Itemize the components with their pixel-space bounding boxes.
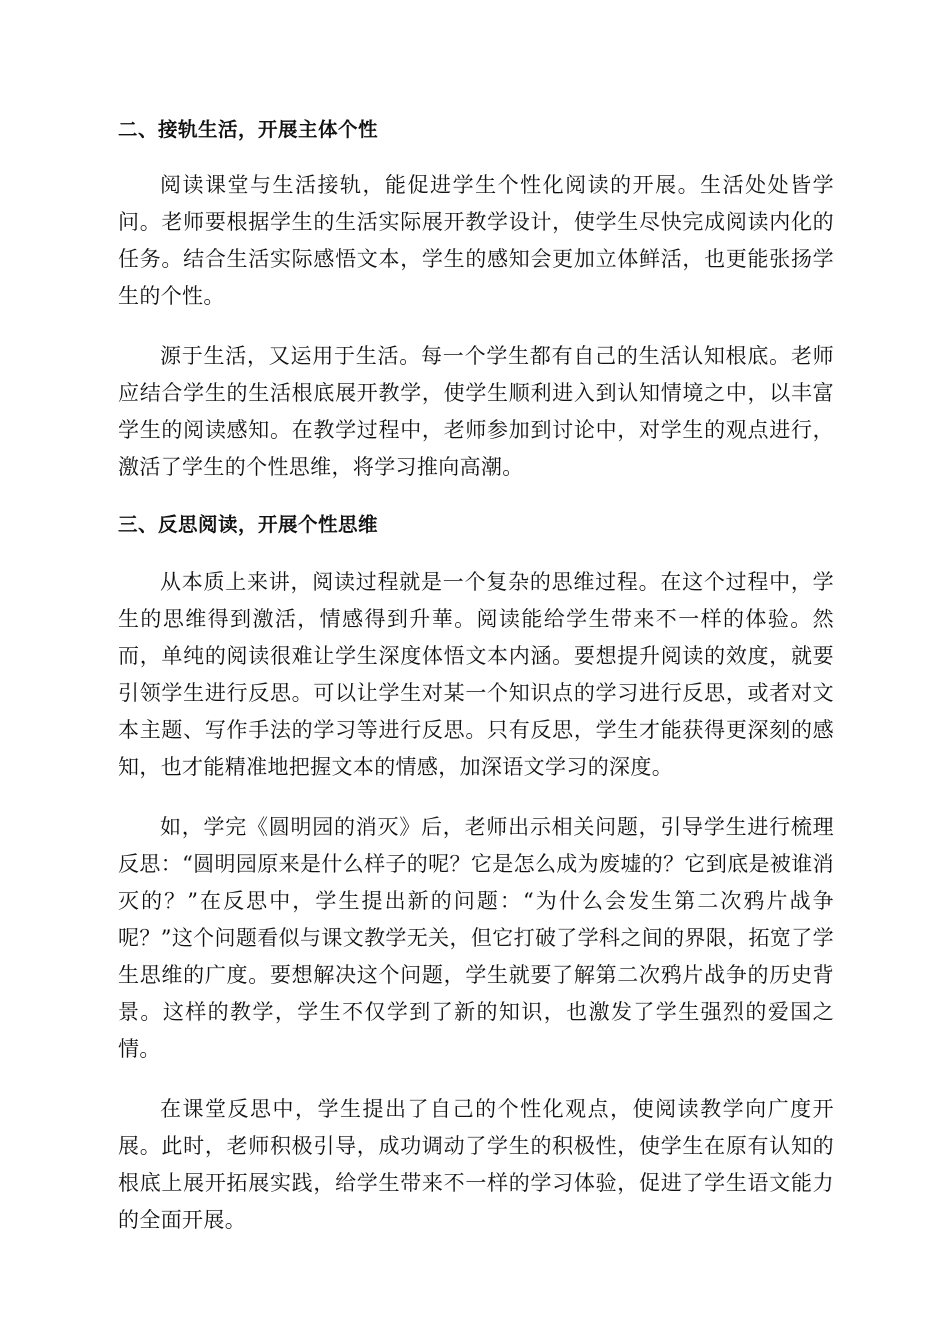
- section-2-paragraph-1: 阅读课堂与生活接轨，能促进学生个性化阅读的开展。生活处处皆学问。老师要根据学生的生活实际展开教学设计，使学生尽快完成阅读内化的任务。结合生活实际感悟文本，学生的感知会更加立体鲜活，也更能张扬学生的个性。: [118, 173, 834, 308]
- document-body: [118, 112, 834, 1239]
- section-heading-3: 三、反思阅读，开展个性思维: [118, 513, 379, 536]
- section-2-paragraph-2: 源于生活，又运用于生活。每一个学生都有自己的生活认知根底。老师应结合学生的生活根底展开教学，使学生顺利进入到认知情境之中，以丰富学生的阅读感知。在教学过程中，老师参加到讨论中，对学生的观点进行，激活了学生的个性思维，将学习推向高潮。: [118, 344, 834, 479]
- section-3-paragraph-3: 在课堂反思中，学生提出了自己的个性化观点，使阅读教学向广度开展。此时，老师积极引导，成功调动了学生的积极性，使学生在原有认知的根底上展开拓展实践，给学生带来不一样的学习体验，促进了学生语文能力的全面开展。: [118, 1097, 834, 1232]
- section-3-paragraph-1: 从本质上来讲，阅读过程就是一个复杂的思维过程。在这个过程中，学生的思维得到激活，情感得到升華。阅读能给学生带来不一样的体验。然而，单纯的阅读很难让学生深度体悟文本内涵。要想提升阅读的效度，就要引领学生进行反思。可以让学生对某一个知识点的学习进行反思，或者对文本主题、写作手法的学习等进行反思。只有反思，学生才能获得更深刻的感知，也才能精准地把握文本的情感，加深语文学习的深度。: [118, 570, 834, 779]
- section-3-paragraph-2: 如，学完《圆明园的消灭》后，老师出示相关问题，引导学生进行梳理反思：“圆明园原来是什么样子的呢？它是怎么成为废墟的？它到底是被谁消灭的？”在反思中，学生提出新的问题：“为什么会发生第二次鸦片战争呢？”这个问题看似与课文教学无关，但它打破了学科之间的界限，拓宽了学生思维的广度。要想解决这个问题，学生就要了解第二次鸦片战争的历史背景。这样的教学，学生不仅学到了新的知识，也激发了学生强烈的爱国之情。: [118, 815, 834, 1061]
- section-heading-2: 二、接轨生活，开展主体个性: [118, 118, 379, 141]
